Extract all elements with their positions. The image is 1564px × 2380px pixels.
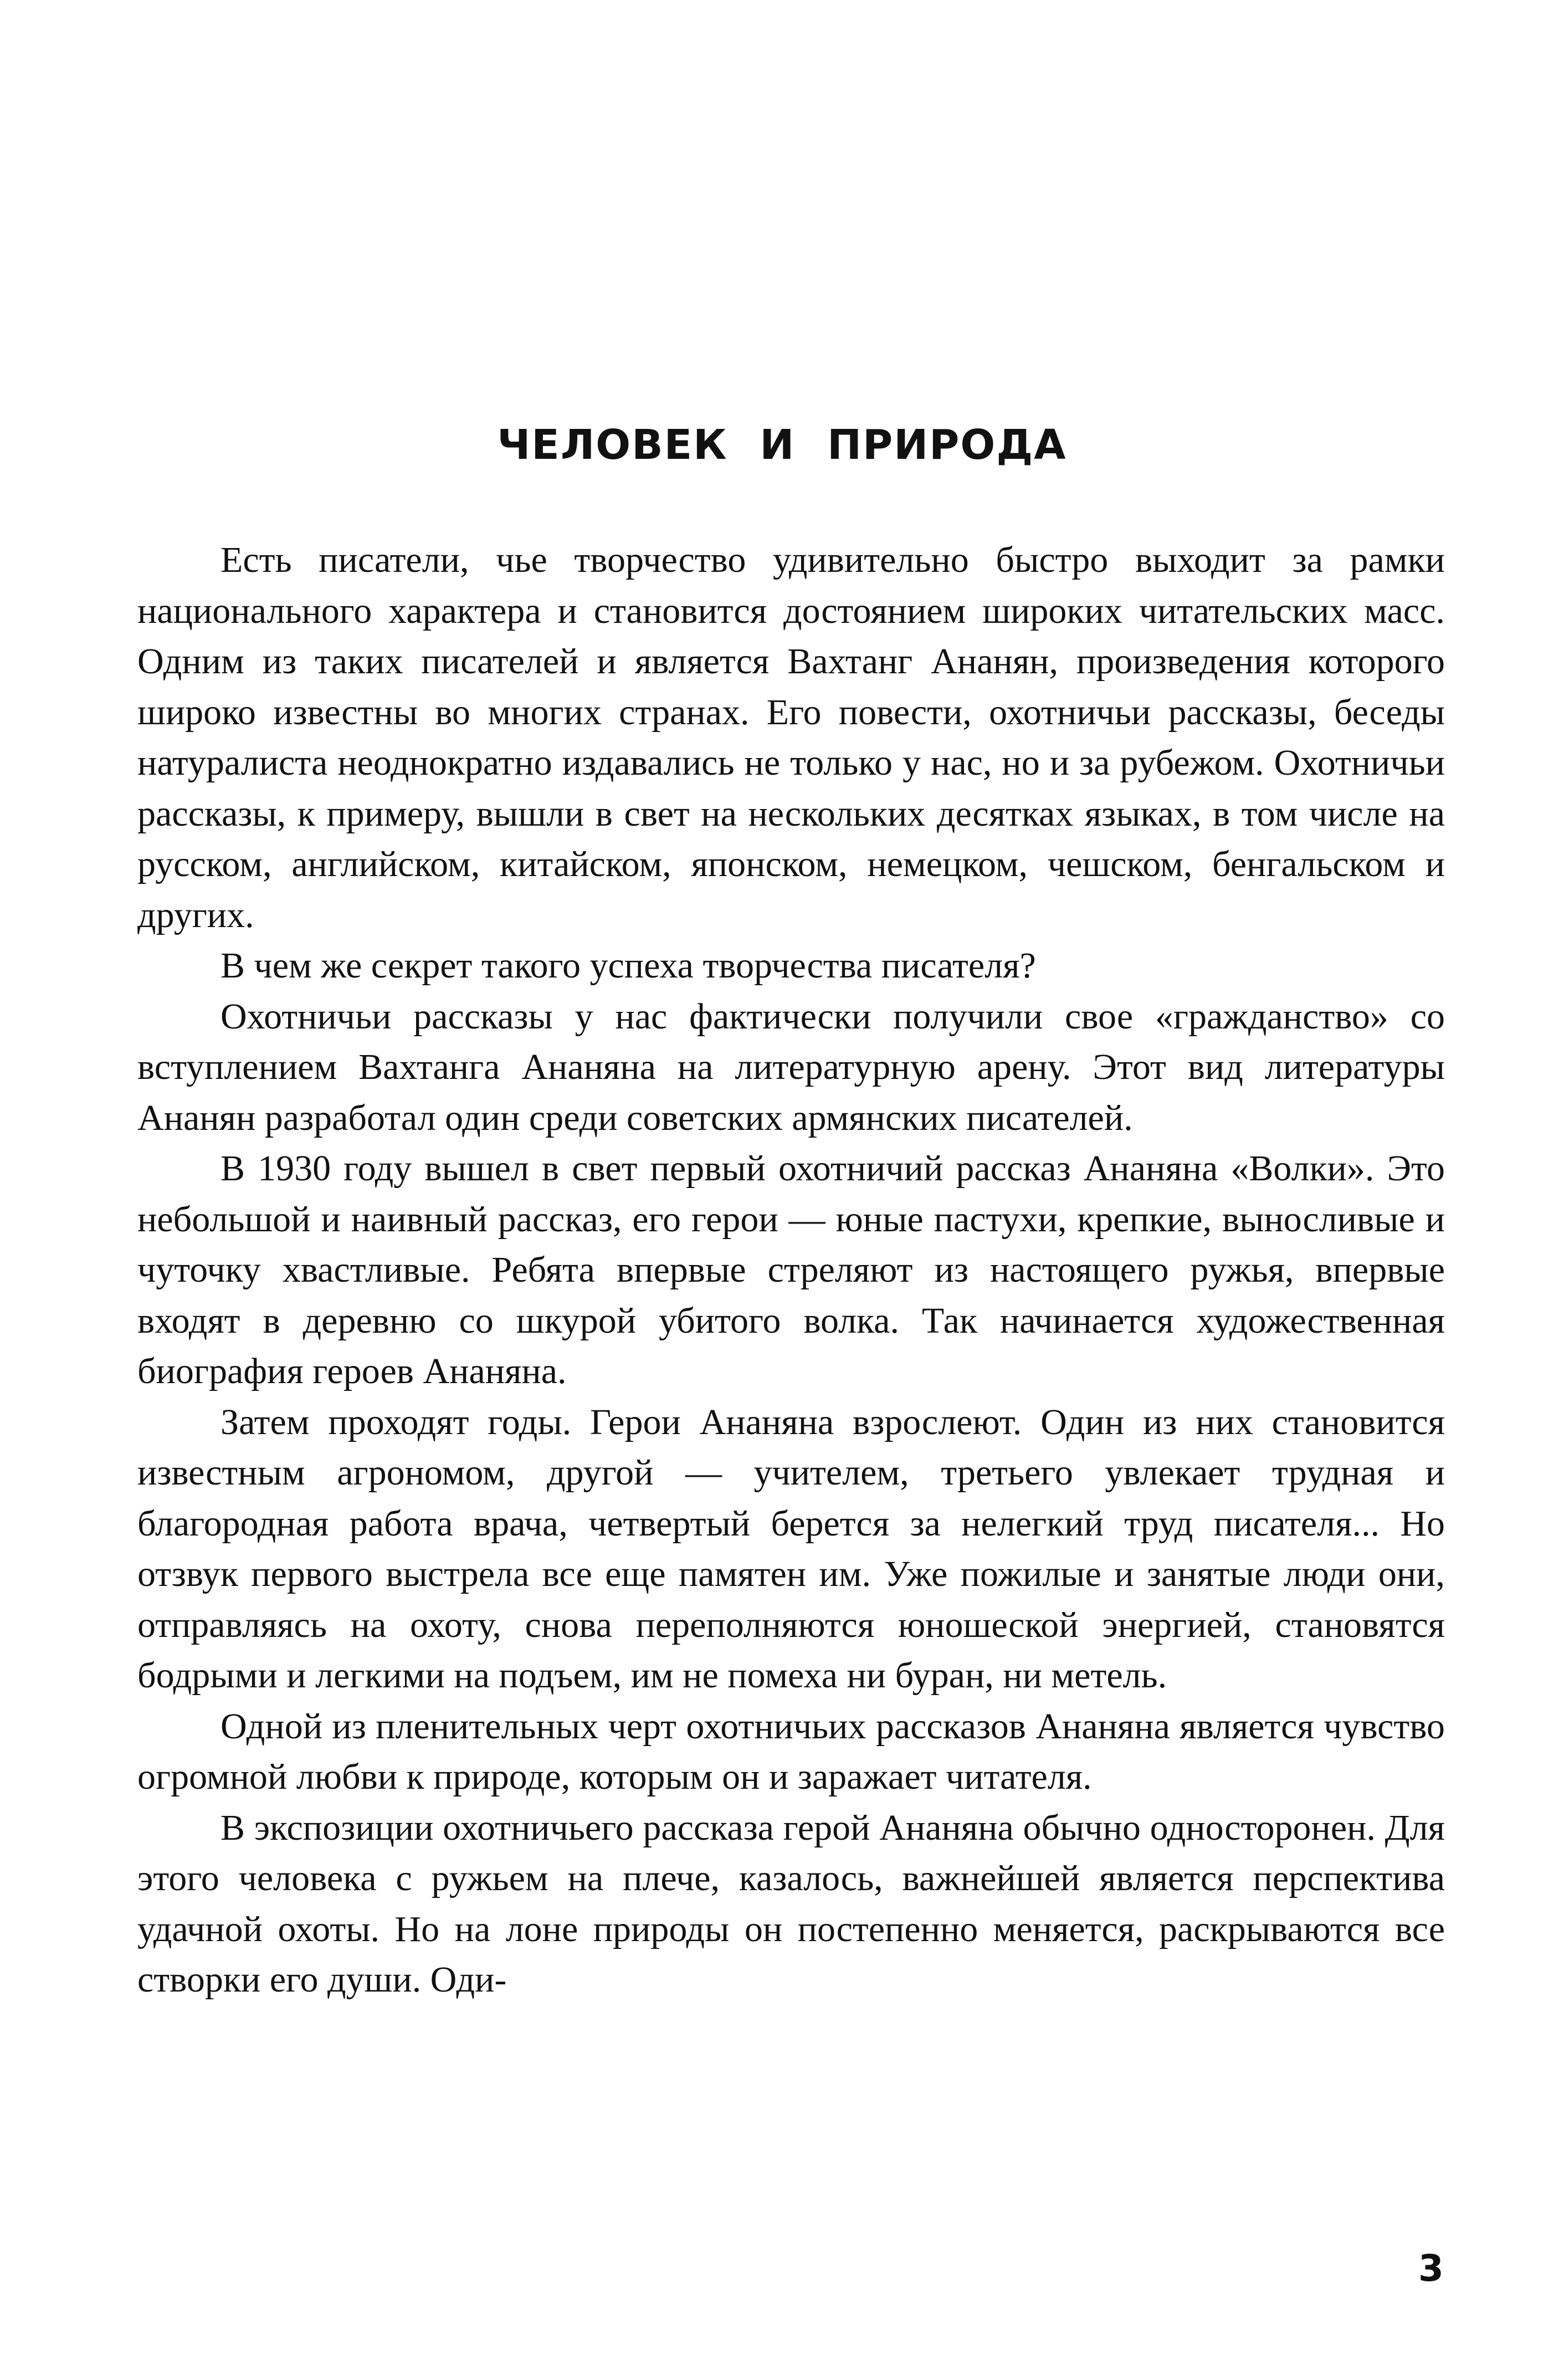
paragraph: Есть писатели, чье творчество удивительно быстро выходит за рамки национального характера и становится достоянием широких читательских масс. Одним из таких писателей и является Вахтанг Ананян, произведения которого широко известны во многих странах. Его повести, охотничьи рассказы, беседы натуралиста неоднократно издавались не только у нас, но и за рубежом. Охотничьи рассказы, к примеру, вышли в свет на нескольких десятках языках, в том числе на русском, английском, китайском, японском, немецком, чешском, бенгальском и других. — [137, 540, 1445, 935]
page-number: 3 — [1418, 2247, 1444, 2290]
paragraph: В экспозиции охотничьего рассказа герой Ананяна обычно односторонен. Для этого человека с ружьем на плече, казалось, важнейшей является перспектива удачной охоты. Но на лоне природы он постепенно меняется, раскрываются все створки его души. Оди- — [137, 1807, 1445, 2000]
body-text — [137, 535, 1445, 2005]
paragraph: Одной из пленительных черт охотничьих рассказов Ананяна является чувство огромной любви к природе, которым он и заражает читателя. — [137, 1706, 1445, 1797]
paragraph: Затем проходят годы. Герои Ананяна взрослеют. Один из них становится известным агрономом, другой — учителем, третьего увлекает трудная и благородная работа врача, четвертый берется за нелегкий труд писателя... Но отзвук первого выстрела все еще памятен им. Уже пожилые и занятые люди они, отправляясь на охоту, снова переполняются юношеской энергией, становятся бодрыми и легкими на подъем, им не помеха ни буран, ни метель. — [137, 1401, 1445, 1696]
chapter-title: ЧЕЛОВЕК И ПРИРОДА — [497, 421, 1067, 469]
paragraph: В чем же секрет такого успеха творчества писателя? — [221, 945, 1036, 986]
paragraph: Охотничьи рассказы у нас фактически получили свое «гражданство» со вступлением Вахтанга Ананяна на литературную арену. Этот вид литературы Ананян разработал один среди советских армянских писателей. — [137, 996, 1445, 1138]
paragraph: В 1930 году вышел в свет первый охотничий рассказ Ананяна «Волки». Это небольшой и наивный рассказ, его герои — юные пастухи, крепкие, выносливые и чуточку хвастливые. Ребята впервые стреляют из настоящего ружья, впервые входят в деревню со шкурой убитого волка. Так начинается художественная биография героев Ананяна. — [137, 1148, 1445, 1391]
